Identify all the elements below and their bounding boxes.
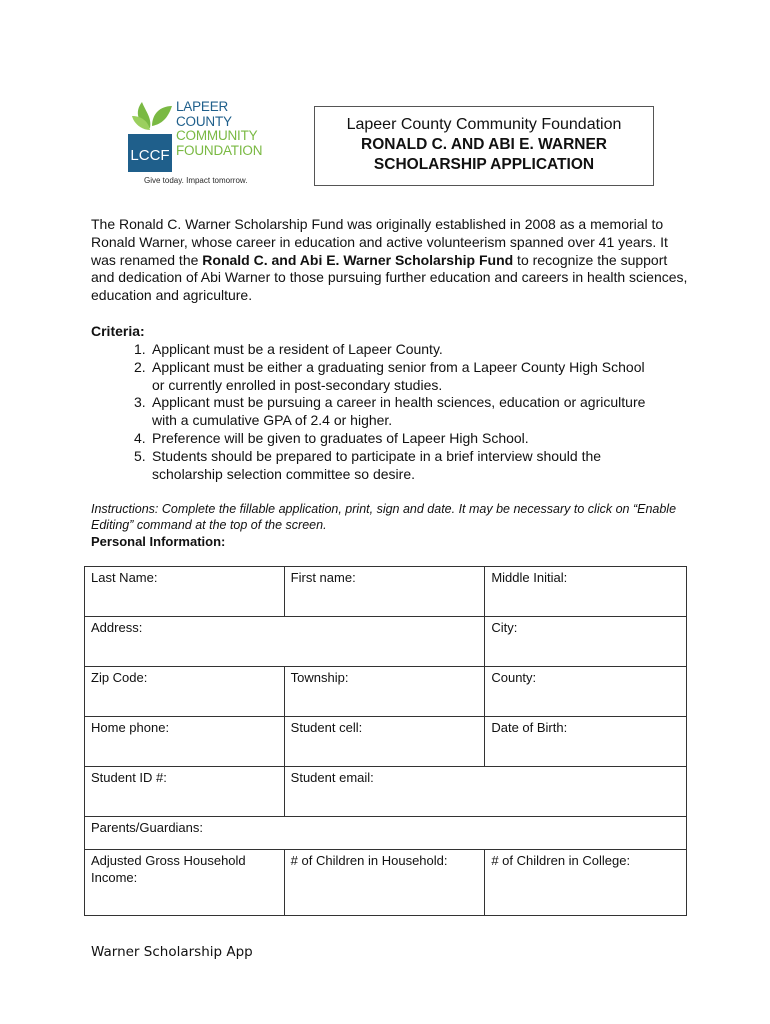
field-label: City:: [491, 620, 518, 635]
intro-paragraph: [91, 216, 691, 305]
field-label: Home phone:: [91, 720, 170, 735]
logo-word: COMMUNITY: [176, 128, 258, 143]
field-label: Adjusted Gross Household Income:: [91, 853, 246, 885]
intro-text: The Ronald C. Warner Scholarship Fund was originally established in 2008 as a memorial to Ronald Warner, whose career in education and active volunteerism spanned over 41 years. It was renamed the: [91, 216, 668, 268]
children-household-field[interactable]: [284, 850, 485, 916]
criteria-item: 2. Applicant must be either a graduating senior from a Lapeer County High School or currently enrolled in post-secondary studies.: [134, 358, 645, 393]
criteria-item: 1. Applicant must be a resident of Lapeer County.: [134, 341, 443, 357]
criteria-item: 5. Students should be prepared to participate in a brief interview should the scholarship selection committee so desire.: [134, 447, 602, 482]
fund-name: Ronald C. and Abi E. Warner Scholarship Fund: [202, 251, 514, 268]
household-income-field[interactable]: [85, 850, 285, 916]
children-college-field[interactable]: [485, 850, 687, 916]
township-field[interactable]: [284, 667, 485, 717]
personal-info-heading: Personal Information:: [91, 534, 226, 549]
field-label: Middle Initial:: [491, 570, 568, 585]
field-label: Student email:: [290, 770, 374, 785]
address-field[interactable]: [85, 617, 485, 667]
lccf-logo: [128, 96, 278, 192]
logo-wordmark: [176, 100, 262, 158]
logo-word: FOUNDATION: [176, 142, 263, 158]
criteria-list: [134, 341, 654, 483]
field-label: County:: [491, 670, 537, 685]
home-phone-field[interactable]: [85, 717, 285, 767]
application-title: SCHOLARSHIP APPLICATION: [373, 156, 595, 173]
instructions: Instructions: Complete the fillable application, print, sign and date. It may be necessary to click on “Enable Editing” command at the top of the screen.: [91, 502, 677, 532]
criteria-item: 3. Applicant must be pursuing a career in health sciences, education or agriculture with a cumulative GPA of 2.4 or higher.: [134, 394, 646, 429]
scholarship-name: RONALD C. AND ABI E. WARNER: [361, 136, 607, 153]
zip-code-field[interactable]: [85, 667, 285, 717]
criteria-heading: Criteria:: [91, 323, 145, 339]
field-label: Last Name:: [91, 570, 158, 585]
date-of-birth-field[interactable]: [485, 717, 687, 767]
criteria-item: 4. Preference will be given to graduates of Lapeer High School.: [134, 429, 529, 446]
field-label: # of Children in College:: [491, 853, 631, 868]
last-name-field[interactable]: [85, 567, 285, 617]
logo-tagline: Give today. Impact tomorrow.: [144, 176, 248, 185]
intro-text-end: to recognize the support and dedication of Abi Warner to those pursuing further education and careers in health sciences, education and agriculture.: [91, 251, 688, 304]
field-label: Zip Code:: [91, 670, 148, 685]
parents-guardians-field[interactable]: [85, 817, 687, 850]
logo-word: COUNTY: [176, 113, 232, 129]
middle-initial-field[interactable]: [485, 567, 687, 617]
field-label: Student cell:: [290, 720, 363, 735]
logo-mark-text: LCCF: [130, 147, 170, 164]
field-label: Township:: [290, 670, 349, 685]
student-id-field[interactable]: [85, 767, 285, 817]
student-email-field[interactable]: [284, 767, 686, 817]
field-label: Parents/Guardians:: [91, 820, 204, 835]
page-footer: Warner Scholarship App: [91, 944, 253, 960]
title-box: [314, 106, 654, 186]
logo-word: LAPEER: [176, 99, 229, 114]
county-field[interactable]: [485, 667, 687, 717]
field-label: Address:: [91, 620, 143, 635]
city-field[interactable]: [485, 617, 687, 667]
field-label: # of Children in Household:: [290, 853, 448, 868]
student-cell-field[interactable]: [284, 717, 485, 767]
personal-info-form: [84, 566, 687, 916]
first-name-field[interactable]: [284, 567, 485, 617]
leaf-logo-icon: [128, 96, 174, 174]
field-label: Date of Birth:: [491, 720, 568, 735]
organization-name: Lapeer County Community Foundation: [346, 116, 622, 133]
field-label: First name:: [290, 570, 356, 585]
field-label: Student ID #:: [91, 770, 167, 785]
